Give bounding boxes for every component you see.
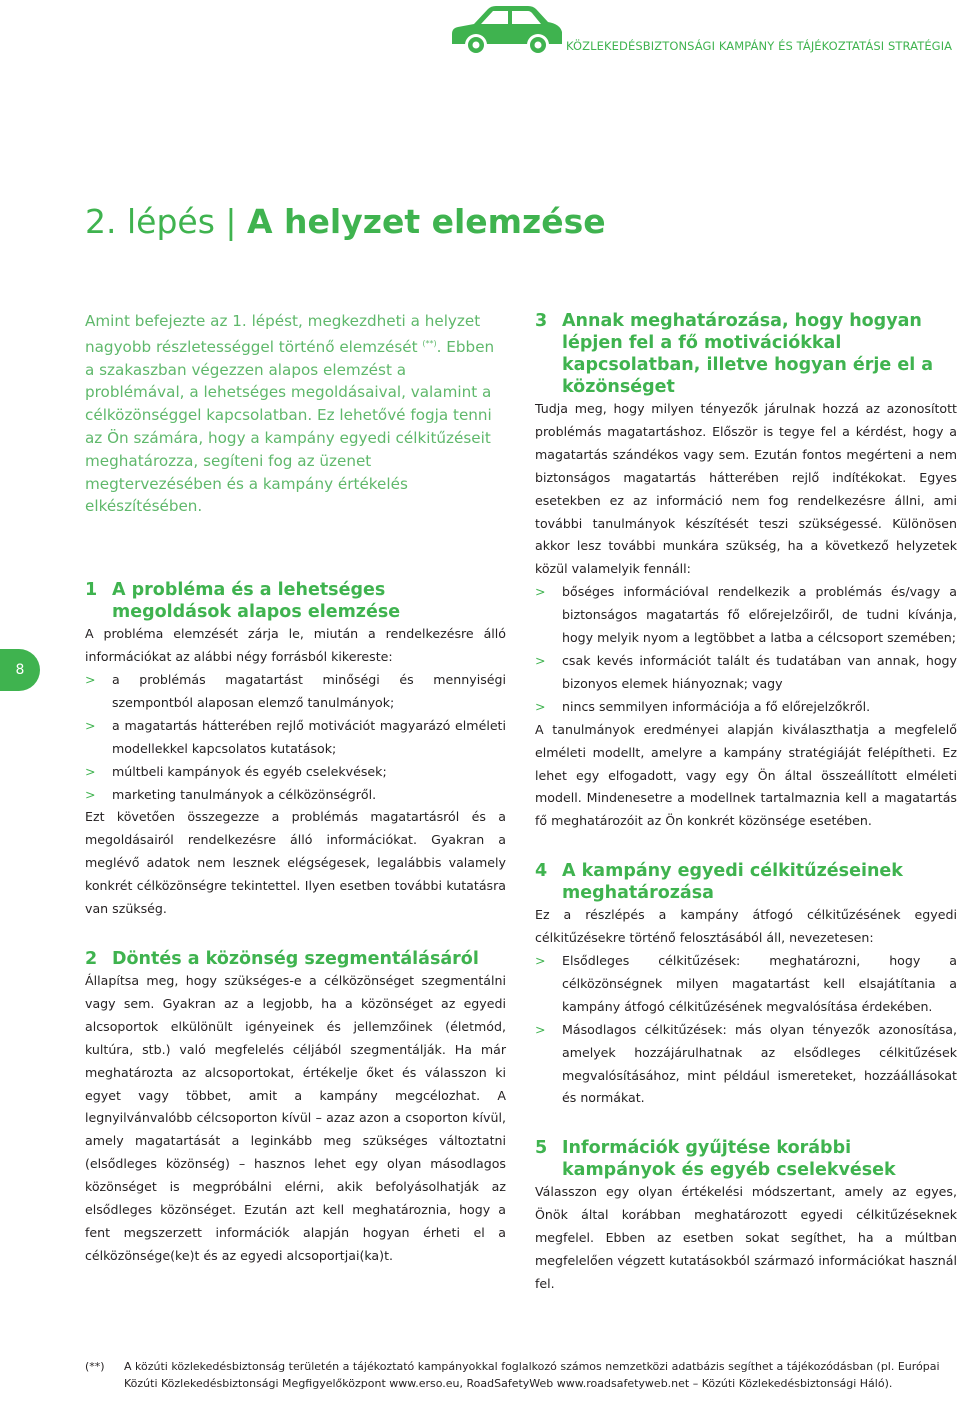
- section-3-title: Annak meghatározása, hogy hogyan lépjen fel a fő motivációkkal kapcsolatban, illetve hogyan érje el a közönséget: [562, 311, 934, 397]
- right-column: [535, 310, 957, 1296]
- section-2-heading: [85, 948, 506, 970]
- chevron-right-icon: >: [535, 1021, 546, 1037]
- section-3-para2: A tanulmányok eredményei alapján kiválaszthatja a megfelelő elméleti modellt, amelyre a kampány stratégiáját felépítheti. Ez lehet egy elfogadott, vagy egy Ön által összeállított elméleti modell. Mindenesetre a modellnek tartalmaznia kell a magatartás fő meghatározóit az Ön konkrét közönsége esetében.: [535, 721, 957, 829]
- page-title-separator: |: [225, 202, 237, 241]
- chevron-right-icon: >: [85, 786, 96, 802]
- chevron-right-icon: >: [85, 672, 96, 688]
- header-title: KÖZLEKEDÉSBIZTONSÁGI KAMPÁNY ÉS TÁJÉKOZTATÁSI STRATÉGIA: [566, 39, 953, 53]
- list-item: > nincs semmilyen információja a fő előrejelzőkről.: [535, 696, 957, 719]
- intro-paragraph: [85, 310, 506, 518]
- list-item: > Másodlagos célkitűzések: más olyan tényezők azonosítása, amelyek hozzájárulhatnak az elsődleges célkitűzések megvalósításához, mint például ismereteket, hozzáállásokat és normákat.: [535, 1019, 957, 1111]
- section-5-title: Információk gyűjtése korábbi kampányok és egyéb cselekvések: [562, 1138, 896, 1181]
- chevron-right-icon: >: [85, 763, 96, 779]
- chevron-right-icon: >: [85, 717, 96, 733]
- list-item: > bőséges információval rendelkezik a problémás és/vagy a biztonságos magatartás fő előrejelzőiről, de tudni kívánja, hogy melyik nyom a legtöbbet a latba a célcsoport szemében;: [535, 581, 957, 650]
- section-1-heading: [85, 579, 506, 623]
- chevron-right-icon: >: [535, 584, 546, 600]
- list-item: > a magatartás hátterében rejlő motivációt magyarázó elméleti modellekkel kapcsolatos kutatások;: [85, 715, 506, 761]
- section-1-para2: Ezt követően összegezze a problémás magatartásról és a megoldásairól rendelkezésre álló információkat. Gyakran a meglévő adatok nem lesznek elégségesek, legalábbis valamely konkrét célközönségre tekintettel. Ilyen esetben további kutatásra van szükség.: [85, 809, 506, 917]
- section-2-title: Döntés a közönség szegmentálásáról: [112, 949, 479, 970]
- list-item: > múltbeli kampányok és egyéb cselekvések;: [85, 761, 506, 784]
- list-item: > a problémás magatartást minőségi és mennyiségi szempontból alaposan elemző tanulmányok;: [85, 669, 506, 715]
- intro-text-a: Amint befejezte az 1. lépést, megkezdheti a helyzet nagyobb részletességgel történő elemzését: [85, 312, 481, 356]
- footnote-ref: (**): [422, 338, 437, 348]
- list-item: > csak kevés információt talált és tudatában van annak, hogy bizonyos elemek hiányoznak; vagy: [535, 650, 957, 696]
- page-title-step: 2. lépés: [85, 202, 215, 241]
- footnote-mark: (**): [85, 1360, 105, 1373]
- footnote-text: A közúti közlekedésbiztonság területén a tájékoztató kampányokkal foglalkozó számos nemzetközi adatbázis segíthet a tájékozódásban (pl. Európai Közúti Közlekedésbiztonsági Megfigyelőközpont www.erso.eu, RoadSafetyWeb www.roadsafetyweb.net – Közúti Közlekedésbiztonsági Háló).: [124, 1360, 940, 1390]
- section-3-heading: [535, 310, 957, 398]
- intro-text-b: . Ebben a szakaszban végezzen alapos elemzést a problémával, a lehetséges megoldásaival, valamint a célközönséggel kapcsolatban. Ez lehetővé fogja tenni az Ön számára, hogy a kampány egyedi célkitűzéseit meghatározza, segíteni fog az üzenet megtervezésében és a kampány értékelés elkészítésében.: [85, 337, 495, 516]
- list-item: > Elsődleges célkitűzések: meghatározni, hogy a célközönségnek milyen magatartást kell elsajátítania a kampány átfogó célkitűzésének megvalósítása érdekében.: [535, 950, 957, 1019]
- footnote: [85, 1358, 955, 1392]
- section-4-heading: [535, 860, 957, 904]
- section-1-title: A probléma és a lehetséges megoldások alapos elemzése: [112, 580, 401, 623]
- chevron-right-icon: >: [535, 953, 546, 969]
- section-1-list: [85, 669, 506, 806]
- section-4-list: [535, 950, 957, 1110]
- left-column: [85, 310, 506, 1268]
- section-4-para: Ez a részlépés a kampány átfogó célkitűzésének egyedi célkitűzésekre történő felosztásából áll, nevezetesen:: [535, 907, 957, 946]
- section-1-number: 1: [85, 580, 98, 601]
- page-number: 8: [0, 649, 40, 691]
- chevron-right-icon: >: [535, 698, 546, 714]
- section-5-para: Válasszon egy olyan értékelési módszertant, amely az egyes, Önök által korábban meghatározott egyedi célkitűzéseknek megfelel. Ebben az esetben sokat segíthet, ha a múltban megfelelően végzett kutatásokból származó információkat használ fel.: [535, 1184, 957, 1291]
- section-3-number: 3: [535, 311, 548, 331]
- section-3-list: [535, 581, 957, 718]
- section-1-para1: A probléma elemzését zárja le, miután a rendelkezésre álló információkat az alábbi négy forrásból kikereste:: [85, 626, 506, 665]
- section-5-number: 5: [535, 1138, 548, 1159]
- section-4-number: 4: [535, 861, 548, 882]
- section-4-title: A kampány egyedi célkitűzéseinek meghatározása: [562, 861, 903, 904]
- page-title: [85, 200, 606, 244]
- section-2-number: 2: [85, 949, 98, 970]
- section-5-heading: [535, 1137, 957, 1181]
- chevron-right-icon: >: [535, 652, 546, 668]
- car-icon: [444, 0, 566, 58]
- list-item: > marketing tanulmányok a célközönségről.: [85, 784, 506, 807]
- page-title-main: A helyzet elemzése: [247, 202, 606, 241]
- section-3-para1: Tudja meg, hogy milyen tényezők járulnak hozzá az azonosított problémás magatartáshoz. Először is tegye fel a kérdést, hogy a magatartás szándékos vagy sem. Ezután fontos megérteni a nem biztonságos magatartás hátterében rejlő indítékokat. Egyes esetekben ez az információ nem fog rendelkezésre állni, ami további tanulmányok készítését teszi szükségessé. Különösen akkor lesz további munkára szükség, ha a következő helyzetek közül valamelyik fennáll:: [535, 401, 957, 577]
- section-2-para: Állapítsa meg, hogy szükséges-e a célközönséget szegmentálni vagy sem. Gyakran az a legjobb, ha a közönséget az egyedi alcsoportok elkülönült igényeinek és jellemzőinek (életmód, kultúra, stb.) való megfelelés céljából szegmentálják. Ha már meghatározta az alcsoportokat, értékelje őket és válasszon ki egyet vagy többet, amit a kampány megcélozhat. A legnyilvánvalóbb célcsoporton kívül – azaz azon a csoporton kívül, amely magatartását a leginkább meg szükséges változtatni (elsődleges közönség) – hasznos lehet egy olyan másodlagos közönséget is megpróbálni elérni, akik befolyásolhatják az elsődleges közönséget. Ezután azt kell meghatároznia, hogy a fent megszerzett információk alapján hogyan érheti el a célközönsége(ke)t és az egyedi alcsoportjai(ka)t.: [85, 973, 506, 1263]
